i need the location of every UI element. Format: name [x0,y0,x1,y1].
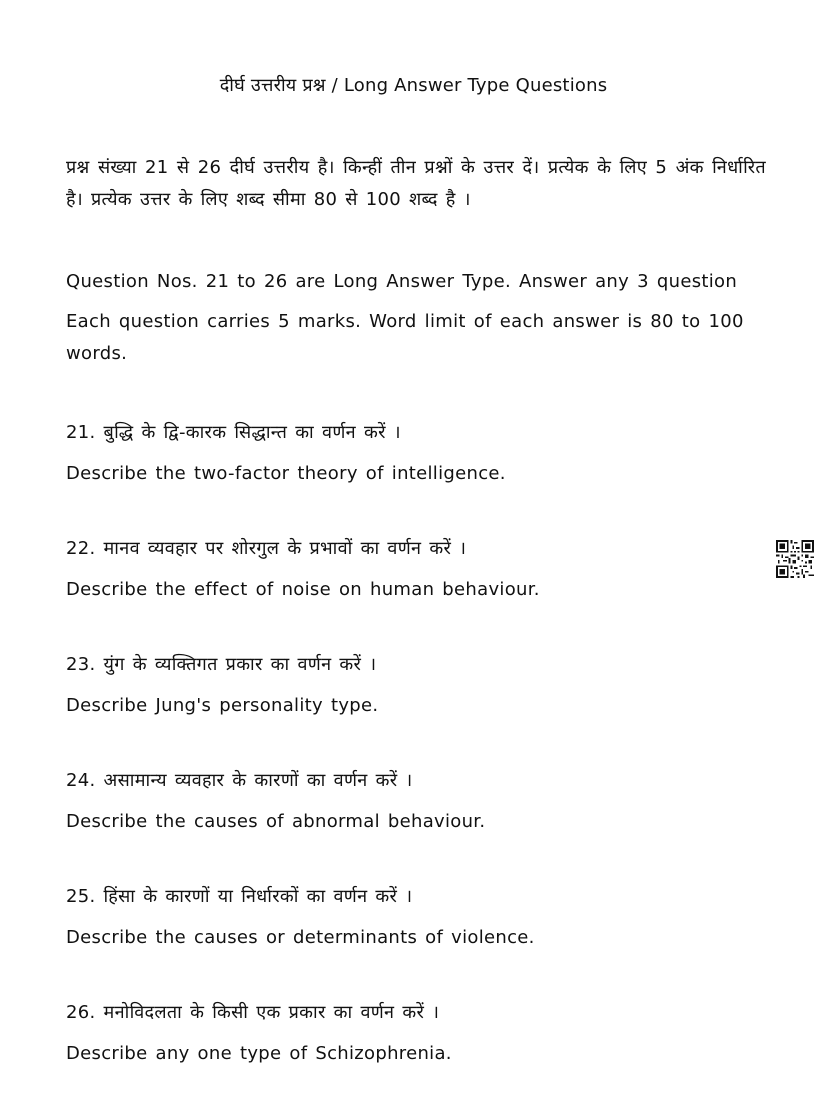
question-english: Describe Jung's personality type. [66,695,379,716]
page-title: दीर्घ उत्तरीय प्रश्न / Long Answer Type Questions [219,75,608,96]
question-english: Describe the causes or determinants of violence. [66,927,535,948]
question-22 [66,536,766,603]
question-hindi: 23. युंग के व्यक्तिगत प्रकार का वर्णन करें । [66,654,377,675]
question-hindi: 22. मानव व्यवहार पर शोरगुल के प्रभावों का वर्णन करें । [66,538,467,559]
question-21 [66,420,766,487]
instructions-english-line-2: Each question carries 5 marks. Word limit of each answer is 80 to 100 words. [66,311,744,364]
question-hindi: 26. मनोविदलता के किसी एक प्रकार का वर्णन करें । [66,1002,440,1023]
question-english: Describe the two-factor theory of intelligence. [66,463,506,484]
instructions-english-line-1: Question Nos. 21 to 26 are Long Answer Type. Answer any 3 question [66,271,738,292]
question-24 [66,768,766,835]
question-25 [66,884,766,951]
question-hindi: 25. हिंसा के कारणों या निर्धारकों का वर्णन करें । [66,886,413,907]
instructions-hindi: प्रश्न संख्या 21 से 26 दीर्घ उत्तरीय है। किन्हीं तीन प्रश्नों के उत्तर दें। प्रत्येक के लिए 5 अंक निर्धारित है। प्रत्येक उत्तर के लिए शब्द सीमा 80 से 100 शब्द है । [66,157,766,210]
question-english: Describe the effect of noise on human behaviour. [66,579,540,600]
qr-code-icon [776,540,814,578]
question-english: Describe any one type of Schizophrenia. [66,1043,452,1064]
question-26 [66,1000,766,1067]
question-23 [66,652,766,719]
instructions-english [66,266,752,370]
question-hindi: 24. असामान्य व्यवहार के कारणों का वर्णन करें । [66,770,413,791]
question-hindi: 21. बुद्धि के द्वि-कारक सिद्धान्त का वर्णन करें । [66,422,401,443]
question-english: Describe the causes of abnormal behaviour. [66,811,486,832]
